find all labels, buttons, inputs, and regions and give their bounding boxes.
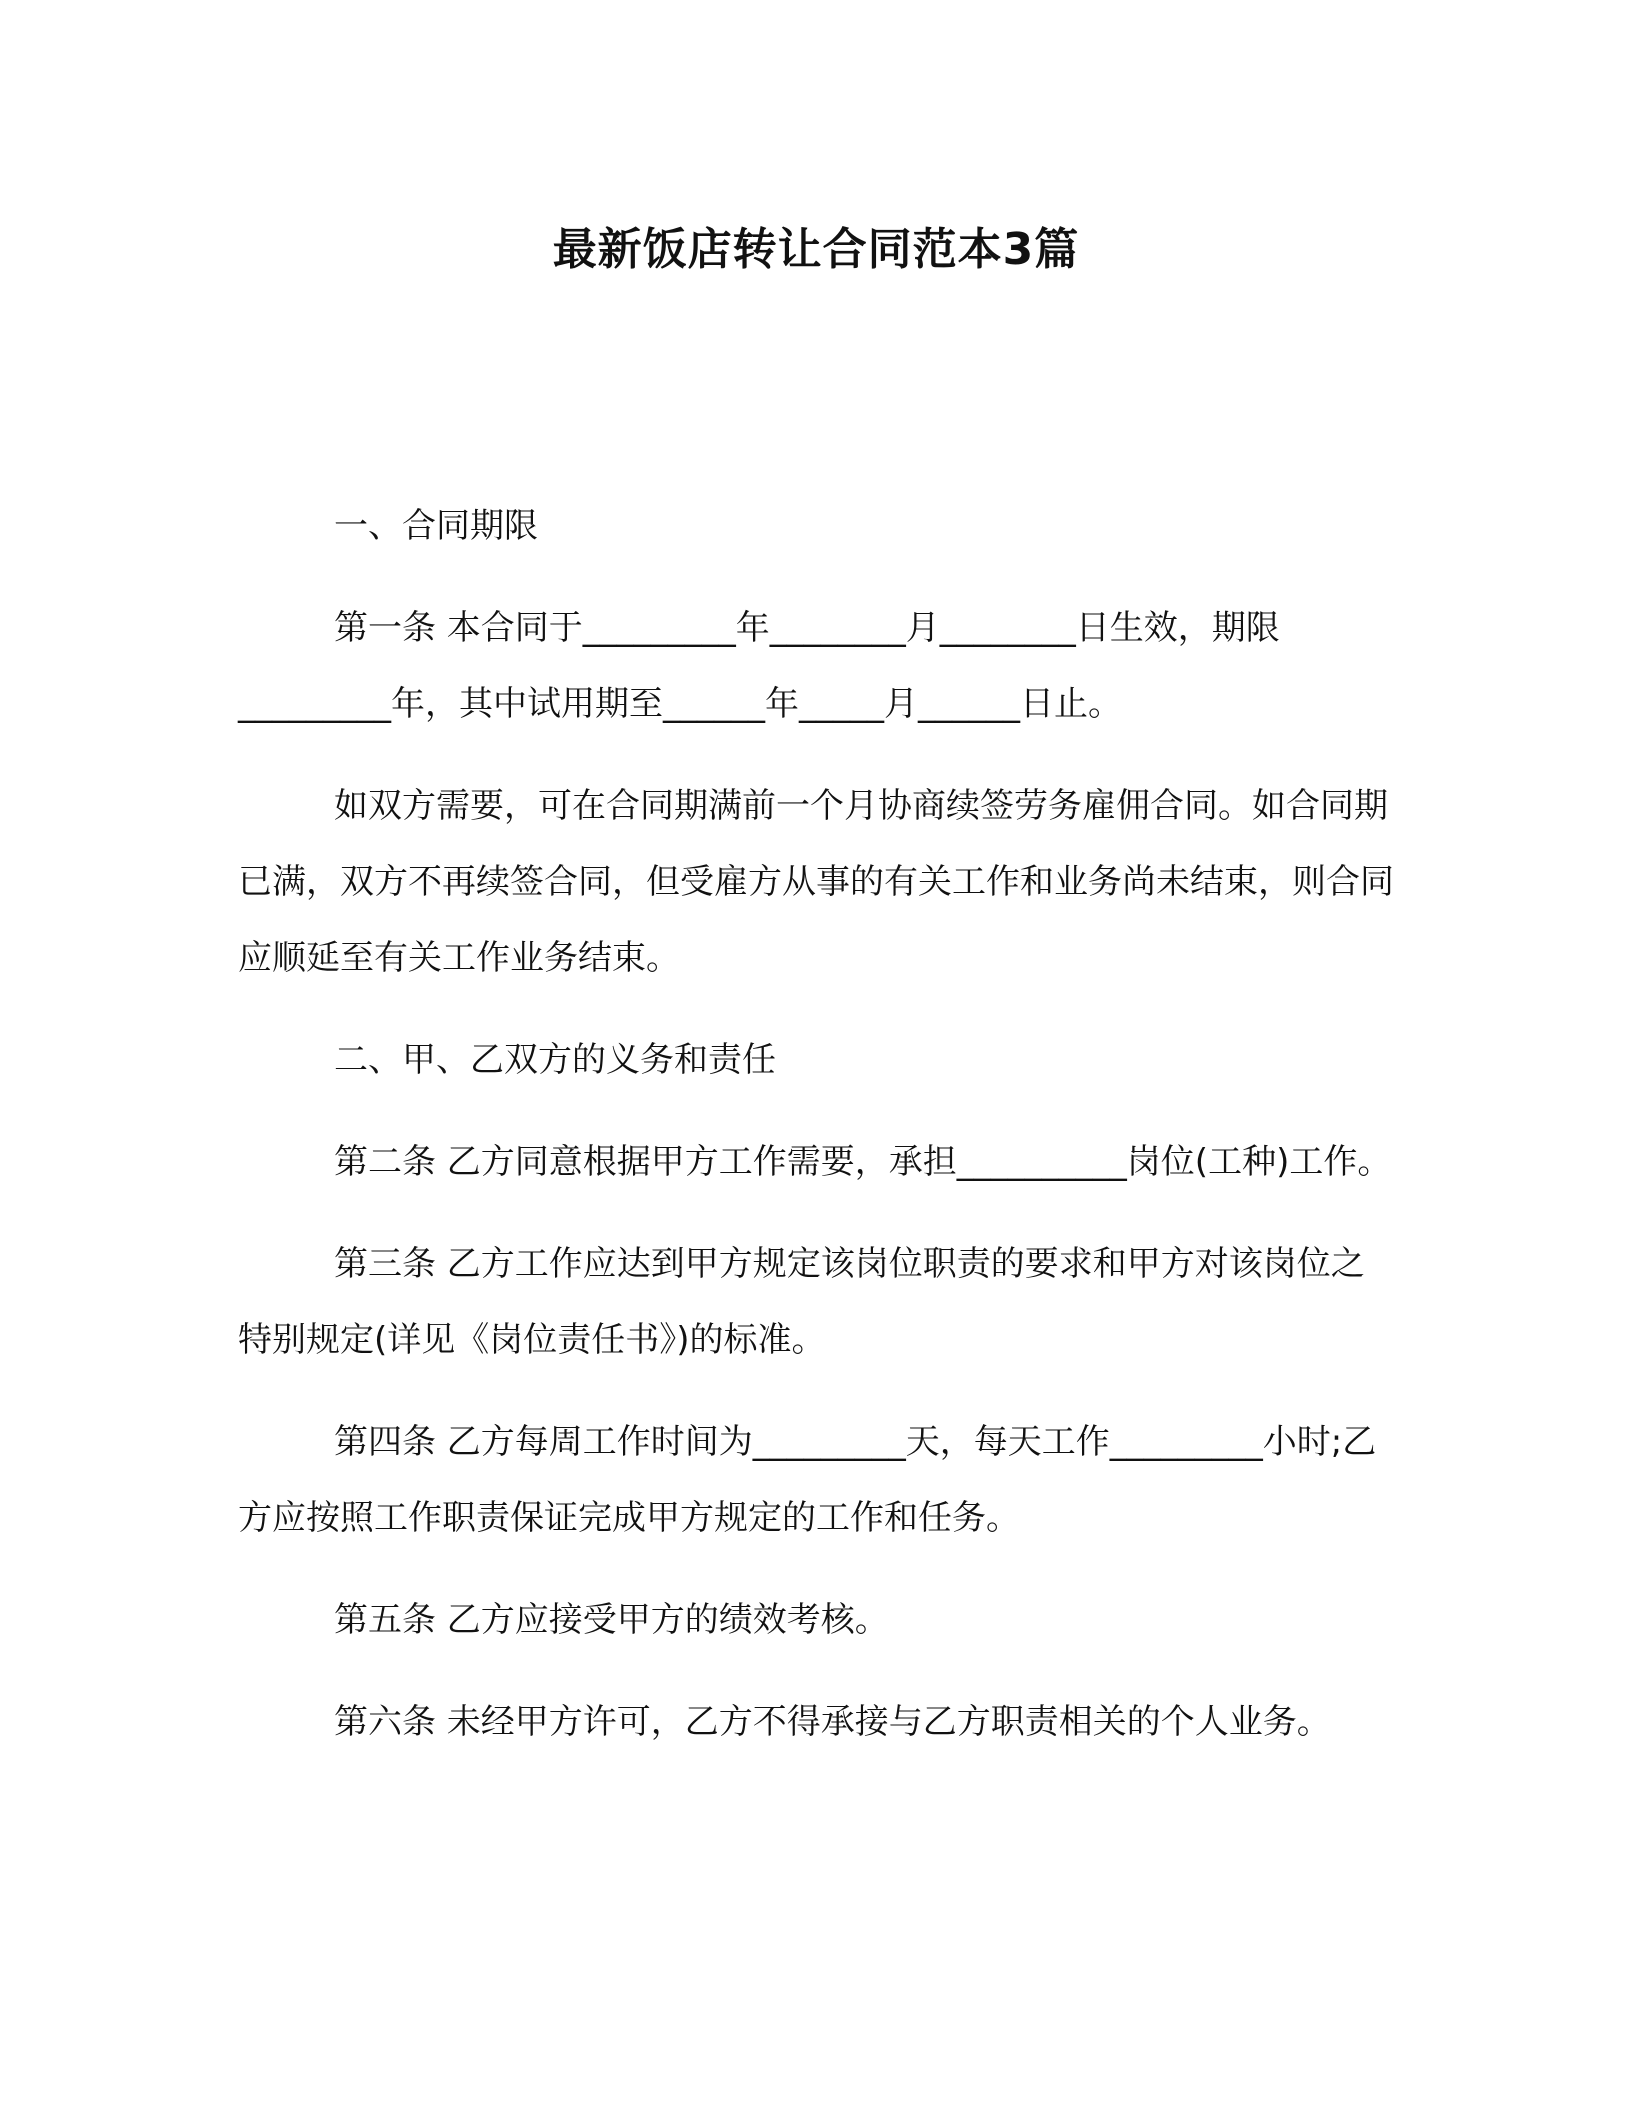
article-4-paragraph: 第四条 乙方每周工作时间为_________天，每天工作_________小时;乙方应按照工作职责保证完成甲方规定的工作和任务。 — [238, 1422, 1377, 1538]
document-title: 最新饭店转让合同范本3篇 — [552, 224, 1080, 275]
document-body — [238, 488, 1398, 1786]
renewal-paragraph: 如双方需要，可在合同期满前一个月协商续签劳务雇佣合同。如合同期已满，双方不再续签合同，但受雇方从事的有关工作和业务尚未结束，则合同应顺延至有关工作业务结束。 — [238, 786, 1394, 978]
article-5-paragraph: 第五条 乙方应接受甲方的绩效考核。 — [334, 1600, 889, 1640]
article-6-paragraph: 第六条 未经甲方许可，乙方不得承接与乙方职责相关的个人业务。 — [334, 1702, 1331, 1742]
article-3-paragraph: 第三条 乙方工作应达到甲方规定该岗位职责的要求和甲方对该岗位之特别规定(详见《岗位责任书》)的标准。 — [238, 1244, 1365, 1360]
section-heading-term: 一、合同期限 — [334, 506, 538, 546]
article-2-paragraph: 第二条 乙方同意根据甲方工作需要，承担__________岗位(工种)工作。 — [334, 1142, 1392, 1182]
article-1-paragraph: 第一条 本合同于_________年________月________日生效，期限_________年，其中试用期至______年_____月______日止。 — [238, 608, 1280, 724]
section-heading-obligations: 二、甲、乙双方的义务和责任 — [334, 1040, 776, 1080]
